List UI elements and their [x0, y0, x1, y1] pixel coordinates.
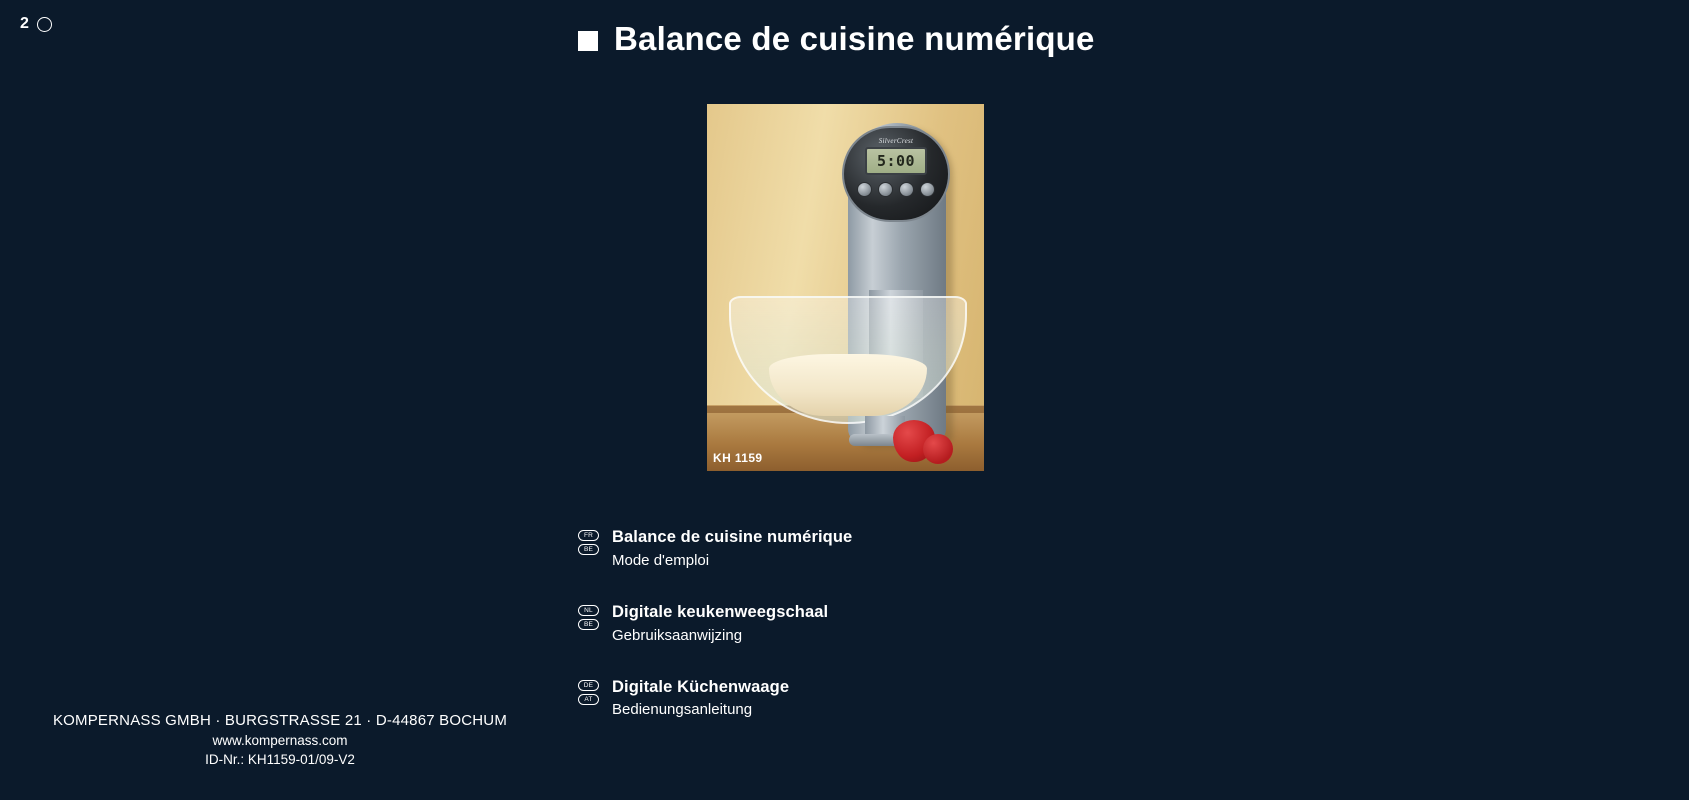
language-title: Balance de cuisine numérique — [612, 528, 853, 546]
language-subtitle: Gebruiksaanwijzing — [612, 626, 743, 644]
flag-group — [578, 602, 612, 633]
page-title — [578, 22, 1095, 55]
product-photo — [707, 104, 984, 471]
language-texts — [612, 677, 789, 721]
photo-flour — [769, 354, 927, 416]
photo-button-row — [857, 182, 935, 197]
footer-company: KOMPERNASS GMBH · BURGSTRASSE 21 · D-44867 BOCHUM — [52, 712, 508, 729]
language-subtitle: Bedienungsanleitung — [612, 701, 753, 719]
language-texts — [612, 602, 828, 646]
language-texts — [612, 527, 852, 571]
photo-scale-button — [878, 182, 893, 197]
flag-badge-be: BE — [578, 619, 599, 630]
photo-scale-button — [857, 182, 872, 197]
footer — [0, 712, 560, 767]
photo-lcd-display — [865, 147, 927, 175]
language-block-de-at — [578, 677, 1098, 721]
language-block-fr-be — [578, 527, 1098, 571]
flag-badge-at: AT — [578, 694, 599, 705]
circle-icon — [37, 17, 52, 32]
photo-scale-button — [920, 182, 935, 197]
language-subtitle: Mode d'emploi — [612, 551, 710, 569]
flag-badge-nl: NL — [578, 605, 599, 616]
flag-group — [578, 677, 612, 708]
photo-scale-button — [899, 182, 914, 197]
photo-brand-label: SilverCrest — [878, 137, 914, 145]
flag-badge-be: BE — [578, 544, 599, 555]
flag-badge-de: DE — [578, 680, 599, 691]
page-number: 2 — [20, 15, 29, 32]
photo-strawberry — [923, 434, 953, 464]
language-list — [578, 527, 1098, 752]
footer-website: www.kompernass.com — [212, 733, 348, 748]
filled-square-icon — [578, 31, 598, 51]
language-title: Digitale keukenweegschaal — [612, 602, 829, 621]
flag-badge-fr: FR — [578, 530, 599, 541]
language-block-nl-be — [578, 602, 1098, 646]
page-title-text: Balance de cuisine numérique — [614, 20, 1095, 57]
photo-model-label: KH 1159 — [713, 451, 763, 465]
footer-id-number: ID-Nr.: KH1159-01/09-V2 — [205, 752, 355, 767]
photo-lcd-value: 5:00 — [876, 152, 916, 170]
page-number-marker — [20, 16, 52, 32]
flag-group — [578, 527, 612, 558]
language-title: Digitale Küchenwaage — [612, 677, 790, 696]
